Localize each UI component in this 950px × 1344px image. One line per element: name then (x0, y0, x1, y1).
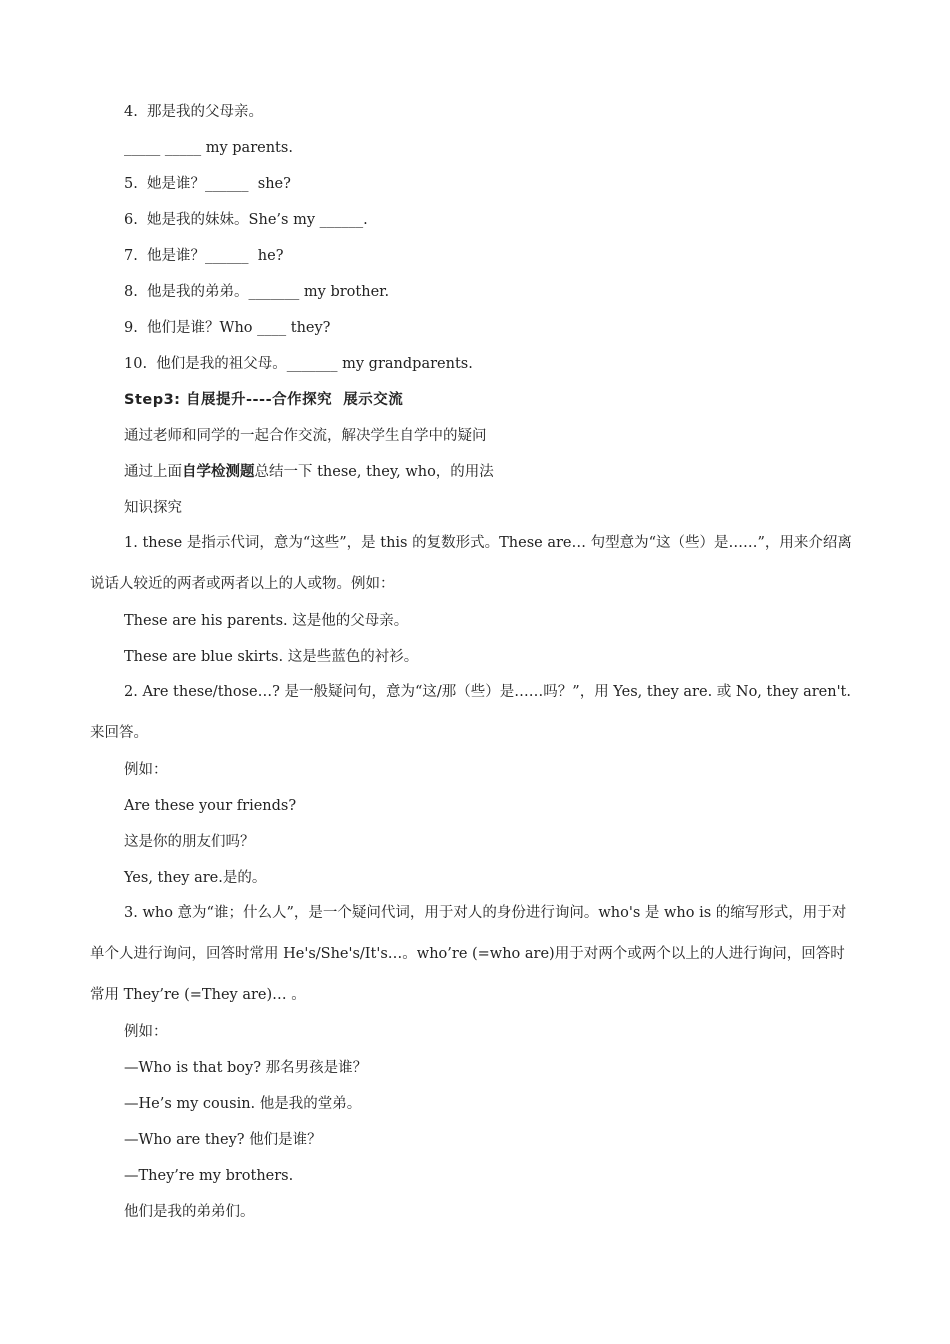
step3-heading: Step3: 自展提升----合作探究 展示交流 (124, 392, 404, 408)
step3-summary (124, 462, 494, 482)
dialogue-line-2: —He’s my cousin. 他是我的堂弟。 (124, 1096, 362, 1112)
point-1-paragraph (90, 523, 858, 605)
point-2-text: 2. Are these/those…? 是一般疑问句，意为“这/那（些）是……吗？”，用 Yes, they are. 或 No, they aren't.来回答。 (90, 684, 851, 741)
exercise-6: 6. 她是我的妹妹。She’s my ______. (124, 212, 368, 228)
point-2-question-cn: 这是你的朋友们吗？ (124, 834, 255, 850)
exercise-4-answer: _____ _____ my parents. (124, 140, 293, 156)
dialogue-line-3: —Who are they? 他们是谁？ (124, 1132, 322, 1148)
point-2-question: Are these your friends? (124, 798, 297, 814)
exercise-8: 8. 他是我的弟弟。_______ my brother. (124, 284, 390, 300)
exercise-4: 4. 那是我的父母亲。 (124, 104, 264, 120)
point-2-answer: Yes, they are.是的。 (124, 870, 267, 886)
point-1-example-2: These are blue skirts. 这是些蓝色的衬衫。 (124, 649, 419, 665)
dialogue-line-1: —Who is that boy? 那名男孩是谁？ (124, 1060, 368, 1076)
knowledge-label: 知识探究 (124, 500, 182, 516)
point-1-example-1: These are his parents. 这是他的父母亲。 (124, 613, 409, 629)
dialogue-line-4: —They’re my brothers. (124, 1168, 294, 1184)
summary-suffix: 总结一下 these, they, who，的用法 (254, 464, 494, 480)
point-3-text: 3. who 意为“谁；什么人”，是一个疑问代词，用于对人的身份进行询问。who's 是 who is 的缩写形式，用于对单个人进行询问，回答时常用 He's/She's/It's…。who’re (=who are)用于对两个或两个以上的人进行询问，回答时常用 They’re (=They are)… 。 (90, 905, 847, 1003)
point-2-paragraph (90, 672, 858, 754)
exercise-9: 9. 他们是谁？Who ____ they? (124, 320, 331, 336)
dialogue-line-5: 他们是我的弟弟们。 (124, 1204, 255, 1220)
exercise-10: 10. 他们是我的祖父母。_______ my grandparents. (124, 356, 473, 372)
step3-intro: 通过老师和同学的一起合作交流，解决学生自学中的疑问 (124, 428, 487, 444)
exercise-5: 5. 她是谁？______ she? (124, 176, 291, 192)
summary-prefix: 通过上面 (124, 464, 182, 480)
point-3-paragraph (90, 893, 858, 1016)
exercise-7: 7. 他是谁？______ he? (124, 248, 284, 264)
point-1-text: 1. these 是指示代词，意为“这些”，是 this 的复数形式。These are… 句型意为“这（些）是……”，用来介绍离说话人较近的两者或两者以上的人或物。例如： (90, 535, 852, 592)
point-2-example-label: 例如： (124, 762, 168, 778)
summary-bold: 自学检测题 (182, 463, 255, 480)
point-3-example-label: 例如： (124, 1024, 168, 1040)
